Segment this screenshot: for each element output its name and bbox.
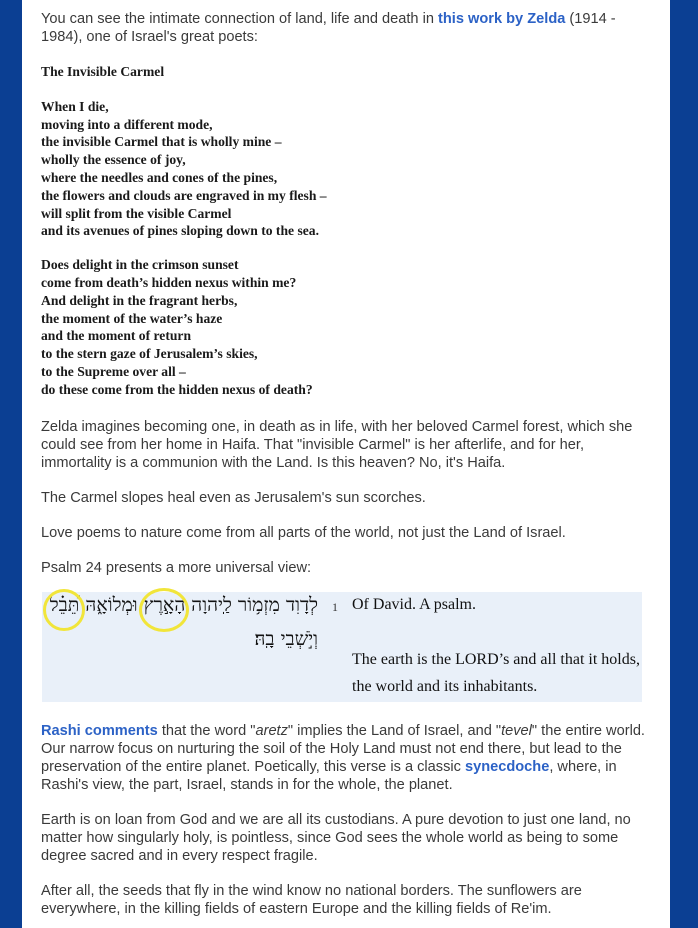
poem-stanza-1-line: where the needles and cones of the pines, <box>41 169 278 185</box>
poem-stanza-1-line: When I die, <box>41 98 109 114</box>
poem-stanza-2-line: the moment of the water’s haze <box>41 310 223 326</box>
poem-stanza-2-line: to the stern gaze of Jerusalem’s skies, <box>41 346 258 362</box>
earth-paragraph: Earth is on loan from God and we are all its custodians. A pure devotion to just one land, no matter how singularly holy, is pointless, since God sees the whole world as being to some degree sacred and in every respect fragile. <box>41 811 631 864</box>
poem-stanza-1-line: wholly the essence of joy, <box>41 152 186 168</box>
hebrew-line-2: וְיֹ֣שְׁבֵי בָֽהּ׃ <box>254 627 318 650</box>
english-line-2: The earth is the LORD’s and all that it holds, <box>352 650 640 668</box>
poem-stanza-1 <box>41 98 653 240</box>
hebrew-line-1: לְדָוִד מִזְמ֥וֹר לַֽיהוָה הָאָ֣רֶץ וּמְלוֹאָ֑הּ תֵּ֝בֵ֗ל <box>49 593 318 616</box>
poem-stanza-2-line: and the moment of return <box>41 328 192 344</box>
poem-stanza-2-line: Does delight in the crimson sunset <box>41 257 239 273</box>
poem-stanza-2 <box>41 256 653 398</box>
article-content <box>41 10 653 918</box>
psalm-intro-paragraph: Psalm 24 presents a more universal view: <box>41 559 312 576</box>
poem-stanza-1-line: and its avenues of pines sloping down to the sea. <box>41 223 319 239</box>
english-line-1: Of David. A psalm. <box>352 595 476 613</box>
zelda-work-link[interactable]: this work by Zelda <box>438 11 566 27</box>
rashi-comments-link[interactable]: Rashi comments <box>41 722 158 739</box>
article-page <box>22 0 670 928</box>
carmel-paragraph: The Carmel slopes heal even as Jerusalem's sun scorches. <box>41 489 426 506</box>
intro-paragraph: You can see the intimate connection of land, life and death in this work by Zelda (1914 - 1984), one of Israel's great poets: <box>41 11 616 45</box>
tevel-highlight-circle <box>43 589 85 631</box>
synecdoche-link[interactable]: synecdoche <box>464 758 550 775</box>
psalm-verse-box <box>42 592 642 702</box>
poem-stanza-2-line: come from death’s hidden nexus within me? <box>41 274 297 290</box>
english-line-3: the world and its inhabitants. <box>352 677 538 695</box>
poem-stanza-2-line: And delight in the fragrant herbs, <box>41 292 238 308</box>
poem-stanza-1-line: the invisible Carmel that is wholly mine – <box>41 134 282 150</box>
aretz-highlight-circle <box>139 588 189 632</box>
poem-stanza-2-line: to the Supreme over all – <box>41 363 186 379</box>
poem-stanza-1-line: the flowers and clouds are engraved in my flesh – <box>41 187 327 203</box>
seeds-paragraph: After all, the seeds that fly in the wind know no national borders. The sunflowers are everywhere, in the killing fields of eastern Europe and the killing fields of Re'im. <box>41 882 582 917</box>
poem-stanza-1-line: will split from the visible Carmel <box>41 205 232 221</box>
poem-stanza-1-line: moving into a different mode, <box>41 116 213 132</box>
poem-title: The Invisible Carmel <box>41 64 165 79</box>
love-poems-paragraph: Love poems to nature come from all parts of the world, not just the Land of Israel. <box>41 524 566 541</box>
poem-stanza-2-line: do these come from the hidden nexus of death? <box>41 381 313 397</box>
zelda-paragraph: Zelda imagines becoming one, in death as in life, with her beloved Carmel forest, which she could see from her home in Haifa. That "invisible Carmel" is her afterlife, and for her, immortality is a communion with the Land. Is this heaven? No, it's Haifa. <box>41 418 633 471</box>
rashi-paragraph: Rashi comments that the word "aretz" implies the Land of Israel, and "tevel" the entire world. Our narrow focus on nurturing the soil of the Holy Land must not end there, but lead to the preservation of the entire planet. Poetically, this verse is a classic synecdoche, where, in Rashi's view, the part, Israel, stands in for the whole, the planet. <box>41 722 645 793</box>
verse-number: 1 <box>332 599 338 614</box>
